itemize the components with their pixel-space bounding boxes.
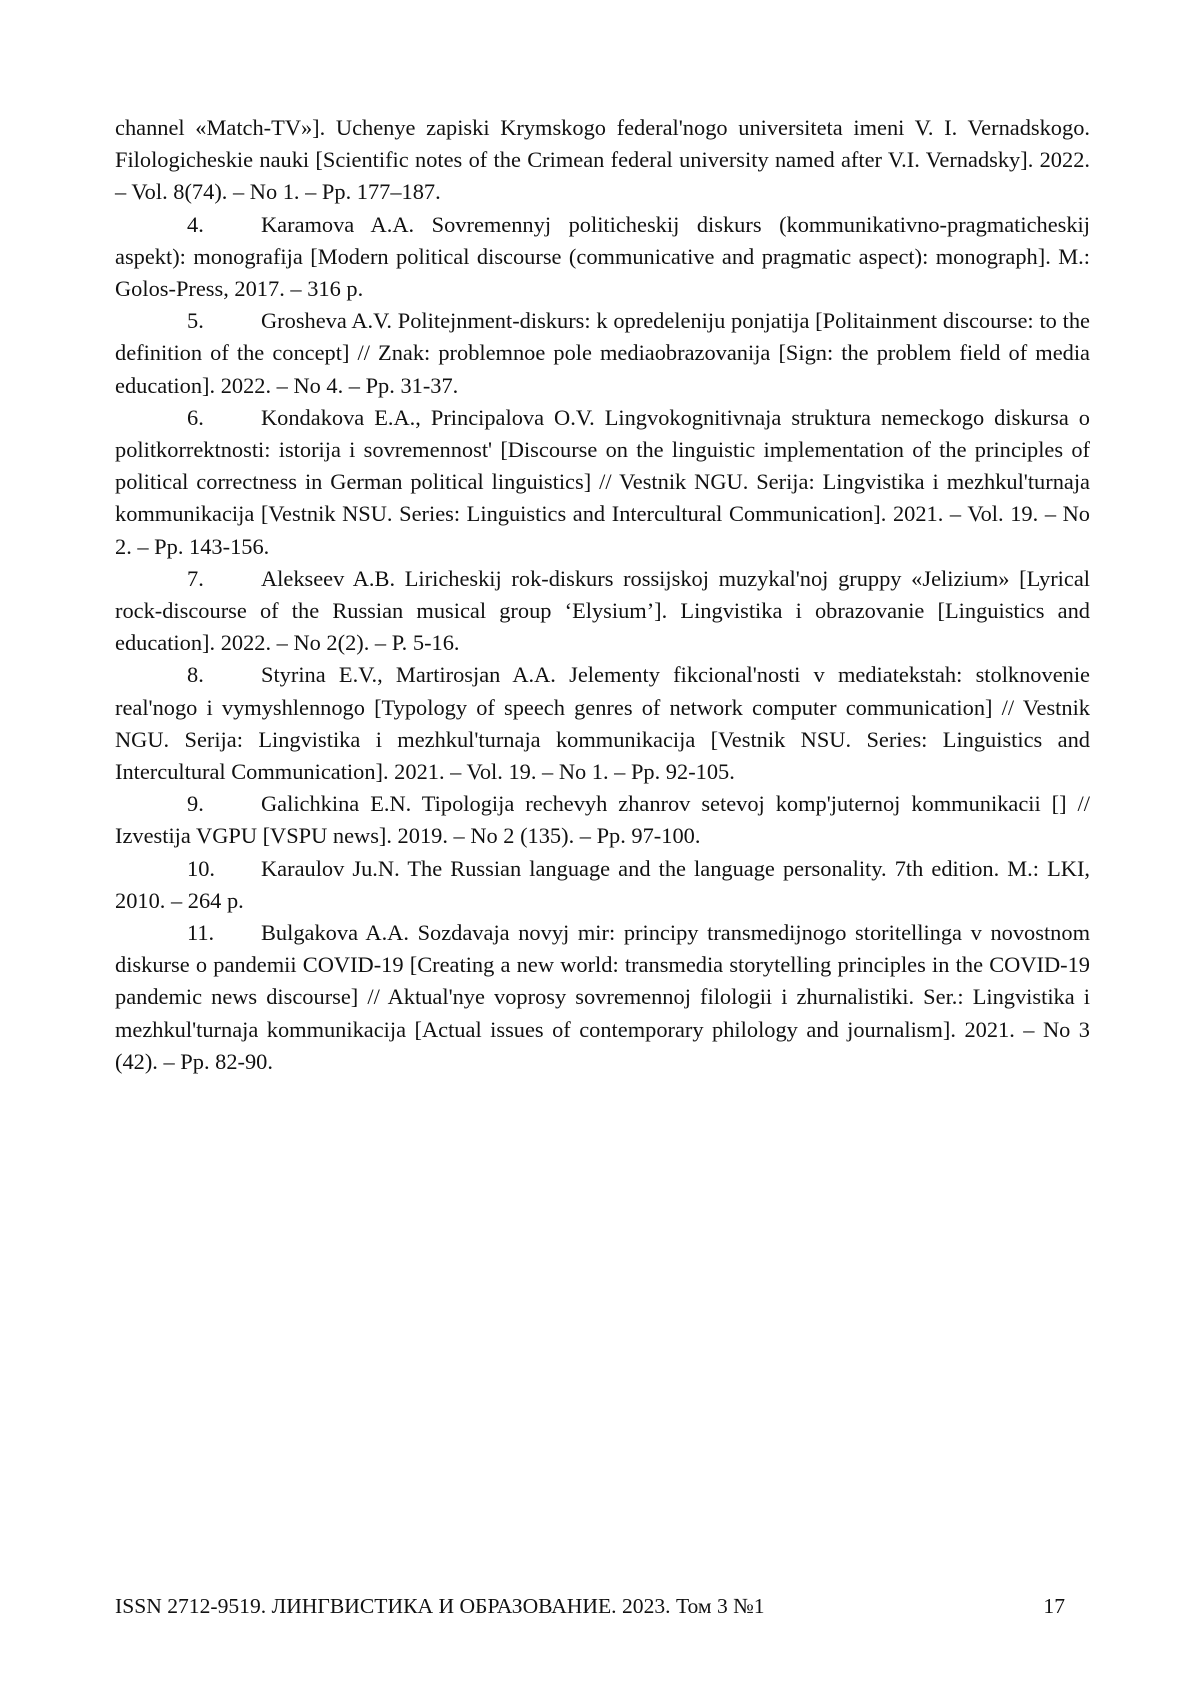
reference-number: 6. [187, 404, 204, 430]
reference-text: Galichkina E.N. Tipologija rechevyh zhanrov setevoj komp'juternoj kommunikacii [] // Izvestija VGPU [VSPU news]. 2019. – No 2 (135). – Pp. 97-100. [115, 791, 1090, 849]
reference-item-8 [115, 659, 1090, 788]
reference-number: 4. [187, 211, 204, 237]
reference-text: Karaulov Ju.N. The Russian language and the language personality. 7th edition. M.: LKI, 2010. – 264 p. [115, 855, 1090, 913]
reference-number: 8. [187, 662, 204, 688]
reference-item-7 [115, 563, 1090, 660]
reference-item-4 [115, 209, 1090, 306]
reference-list [115, 112, 1090, 1078]
reference-text: Karamova A.A. Sovremennyj politicheskij diskurs (kommunikativno-pragmaticheskij aspekt): monografija [Modern political discourse (communicative and pragmatic aspect): monograph]. M.: Golos-Press, 2017. – 316 p. [115, 211, 1090, 302]
reference-text: Styrina E.V., Martirosjan A.A. Jelementy fikcional'nosti v mediatekstah: stolknovenie real'nogo i vymyshlennogo [Typology of speech genres of network computer communication] // Vestnik NGU. Serija: Lingvistika i mezhkul'turnaja kommunikacija [Vestnik NSU. Series: Linguistics and Intercultural Communication]. 2021. – Vol. 19. – No 1. – Pp. 92-105. [115, 662, 1090, 785]
reference-item-10 [115, 853, 1090, 917]
reference-continuation: channel «Match-TV»]. Uchenye zapiski Krymskogo federal'nogo universiteta imeni V. I. Vernadskogo. Filologicheskie nauki [Scientific notes of the Crimean federal university named after V.I. Vernadsky]. 2022. – Vol. 8(74). – No 1. – Pp. 177–187. [115, 115, 1090, 205]
reference-text: Grosheva A.V. Politejnment-diskurs: k opredeleniju ponjatija [Politainment discourse: to the definition of the concept] // Znak: problemnoe pole mediaobrazovanija [Sign: the problem field of media education]. 2022. – No 4. – Pp. 31-37. [115, 308, 1090, 398]
reference-text: Kondakova E.A., Principalova O.V. Lingvokognitivnaja struktura nemeckogo diskursa o politkorrektnosti: istorija i sovremennost' [Discourse on the linguistic implementation of the principles of political correctness in German political linguistics] // Vestnik NGU. Serija: Lingvistika i mezhkul'turnaja kommunikacija [Vestnik NSU. Series: Linguistics and Intercultural Communication]. 2021. – Vol. 19. – No 2. – Pp. 143-156. [115, 404, 1090, 559]
page-number: 17 [1043, 1594, 1065, 1618]
reference-number: 10. [187, 855, 215, 881]
reference-number: 11. [187, 920, 215, 946]
reference-item-5 [115, 305, 1090, 402]
reference-number: 9. [187, 791, 204, 817]
reference-item-6 [115, 402, 1090, 563]
journal-citation: ISSN 2712-9519. ЛИНГВИСТИКА И ОБРАЗОВАНИЕ. 2023. Том 3 №1 [115, 1594, 765, 1618]
reference-text: Alekseev A.B. Liricheskij rok-diskurs rossijskoj muzykal'noj gruppy «Jelizium» [Lyrical rock-discourse of the Russian musical group ‘Elysium’]. Lingvistika i obrazovanie [Linguistics and education]. 2022. – No 2(2). – P. 5-16. [115, 565, 1090, 656]
reference-item-11 [115, 917, 1090, 1078]
reference-item-9 [115, 788, 1090, 852]
reference-number: 7. [187, 565, 204, 591]
reference-text: Bulgakova A.A. Sozdavaja novyj mir: principy transmedijnogo storitellinga v novostnom diskurse o pandemii COVID-19 [Creating a new world: transmedia storytelling principles in the COVID-19 pandemic news discourse] // Aktual'nye voprosy sovremennoj filologii i zhurnalistiki. Ser.: Lingvistika i mezhkul'turnaja kommunikacija [Actual issues of contemporary philology and journalism]. 2021. – No 3 (42). – Pp. 82-90. [115, 920, 1090, 1074]
reference-number: 5. [187, 308, 204, 334]
